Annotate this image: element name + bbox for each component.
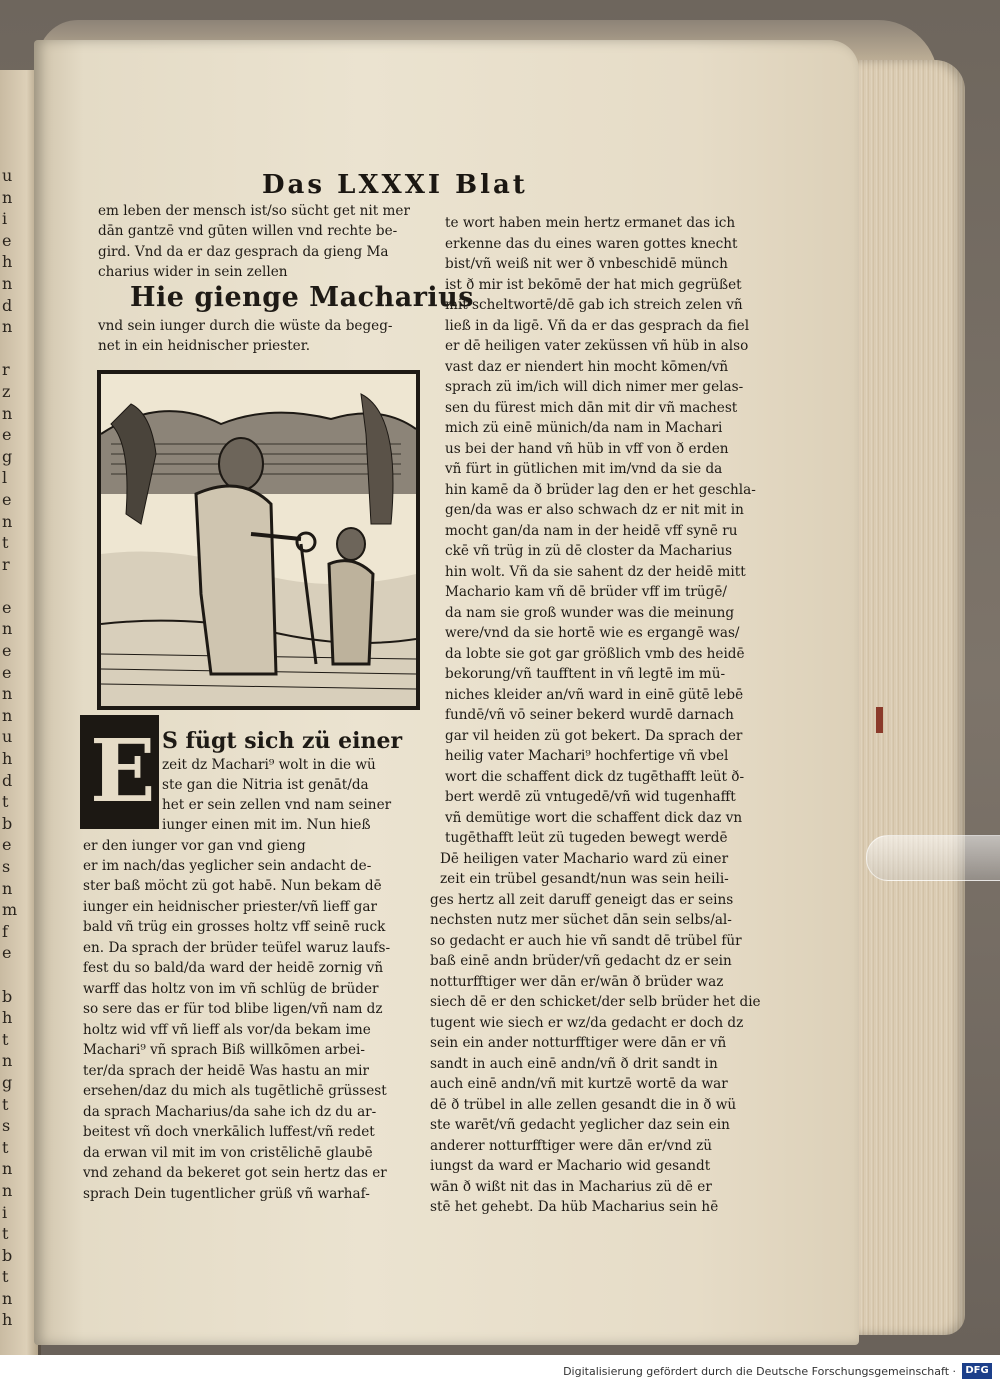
text-line: notturfftiger wer dān er/wān ð brüder waz bbox=[430, 974, 724, 990]
text-line: hin kamē da ð brüder lag den er het geschla- bbox=[445, 482, 756, 498]
text-line: tugent wie siech er wz/da gedacht er doch dz bbox=[430, 1015, 744, 1031]
text-line: iungst da ward er Machario wid gesandt bbox=[430, 1158, 711, 1174]
text-line: sein ein ander notturfftiger were dān er vñ bbox=[430, 1035, 727, 1051]
text-line: er im nach/das yeglicher sein andacht de- bbox=[83, 858, 372, 874]
text-line: sen du fürest mich dān mit dir vñ machest bbox=[445, 400, 738, 416]
page-edges bbox=[850, 60, 965, 1335]
text-line: mocht gan/da nam in der heidē vff synē ru bbox=[445, 523, 738, 539]
text-line: tugēthafft leüt zü tugeden bewegt werdē bbox=[445, 830, 728, 846]
page-header: Das LXXXI Blat bbox=[262, 170, 528, 200]
text-line: ist ð mir ist bekōmē der hat mich gegrüßet bbox=[445, 277, 742, 293]
text-line: niches kleider an/vñ ward in einē gütē lebē bbox=[445, 687, 744, 703]
text-line: bekorung/vñ taufftent in vñ legtē im mü- bbox=[445, 666, 726, 682]
text-line: bald vñ trüg ein grosses holtz vff seinē ruck bbox=[83, 919, 386, 935]
text-line: ste gan die Nitria ist genāt/da bbox=[162, 777, 369, 793]
text-line: dān gantzē vnd gūten willen vnd rechte be- bbox=[98, 223, 398, 239]
text-line: ster baß möcht zü got habē. Nun bekam dē bbox=[83, 878, 382, 894]
text-line: te wort haben mein hertz ermanet das ich bbox=[445, 215, 736, 231]
initial-letter: E bbox=[90, 721, 156, 822]
text-line: vñ fürt in gütlichen mit im/vnd da sie da bbox=[445, 461, 723, 477]
text-line: wort die schaffent dick dz tugēthafft leüt ð- bbox=[445, 769, 745, 785]
text-line: em leben der mensch ist/so sücht get nit mer bbox=[98, 203, 410, 219]
footer-bar bbox=[0, 1355, 1000, 1388]
text-line: vast daz er niendert hin mocht kōmen/vñ bbox=[445, 359, 729, 375]
text-line: zeit ein trübel gesandt/nun was sein heili- bbox=[440, 871, 729, 887]
text-line: het er sein zellen vnd nam seiner bbox=[162, 797, 392, 813]
text-line: gar vil heiden zü got bekert. Da sprach der bbox=[445, 728, 743, 744]
text-line: baß einē andn brüder/vñ gedacht dz er sein bbox=[430, 953, 732, 969]
text-line: da sprach Macharius/da sahe ich dz du ar- bbox=[83, 1104, 377, 1120]
text-line: warff das holtz von im vñ schlüg de brüder bbox=[83, 981, 379, 997]
text-line: so sere das er für tod blibe ligen/vñ nam dz bbox=[83, 1001, 383, 1017]
text-line: iunger ein heidnischer priester/vñ lieff gar bbox=[83, 899, 377, 915]
bookmark-tab bbox=[876, 707, 883, 733]
text-line: gird. Vnd da er daz gesprach da gieng Ma bbox=[98, 244, 389, 260]
text-line: sprach zü im/ich will dich nimer mer gelas- bbox=[445, 379, 744, 395]
chapter-heading: Hie gienge Macharius bbox=[130, 282, 475, 313]
page-holder-clip bbox=[866, 835, 1000, 881]
text-line: ersehen/daz du mich als tugētlichē grüssest bbox=[83, 1083, 387, 1099]
text-line: da nam sie groß wunder was die meinung bbox=[445, 605, 735, 621]
text-line: sandt in auch einē andn/vñ ð drit sandt in bbox=[430, 1056, 718, 1072]
text-line: mit scheltwortē/dē gab ich streich zelen vñ bbox=[445, 297, 743, 313]
text-line: Machari⁹ vñ sprach Biß willkōmen arbei- bbox=[83, 1042, 365, 1058]
text-line: stē het gehebt. Da hüb Macharius sein hē bbox=[430, 1199, 719, 1215]
decorated-initial bbox=[80, 715, 159, 829]
text-line: anderer notturfftiger were dān er/vnd zü bbox=[430, 1138, 713, 1154]
text-line: vnd sein iunger durch die wüste da begeg- bbox=[98, 318, 393, 334]
text-line: er dē heiligen vater zeküssen vñ hüb in also bbox=[445, 338, 749, 354]
text-line: so gedacht er auch hie vñ sandt dē trübel für bbox=[430, 933, 742, 949]
left-page-text: u n i e h n ̄d n r z n e g l e n t r e n e e n n u h d t b e s n m f e b h t n g t s t n n i t b t n h bbox=[2, 166, 18, 1330]
text-line: vnd zehand da bekeret got sein hertz das er bbox=[83, 1165, 387, 1181]
text-line: bist/vñ weiß nit wer ð vnbeschidē münch bbox=[445, 256, 728, 272]
text-line: sprach Dein tugentlicher grüß vñ warhaf- bbox=[83, 1186, 370, 1202]
text-line: net in ein heidnischer priester. bbox=[98, 338, 311, 354]
text-line: hin wolt. Vñ da sie sahent dz der heidē mitt bbox=[445, 564, 746, 580]
text-line: charius wider in sein zellen bbox=[98, 264, 288, 280]
text-line: Dē heiligen vater Machario ward zü einer bbox=[440, 851, 729, 867]
text-line: zeit dz Machari⁹ wolt in die wü bbox=[162, 757, 376, 773]
text-line: fundē/vñ vō seiner bekerd wurdē darnach bbox=[445, 707, 734, 723]
text-line: vñ demütige wort die schaffent dick daz vn bbox=[445, 810, 743, 826]
text-line: ges hertz all zeit daruff geneigt das er seins bbox=[430, 892, 734, 908]
text-line: en. Da sprach der brüder teüfel waruz laufs- bbox=[83, 940, 391, 956]
text-line: mich zü einē münich/da nam in Machari bbox=[445, 420, 723, 436]
text-line: ste warēt/vñ gedacht yeglicher daz sein ein bbox=[430, 1117, 730, 1133]
text-line: nechsten nutz mer süchet dān sein selbs/al- bbox=[430, 912, 732, 928]
text-line: ließ in da ligē. Vñ da er das gesprach da fiel bbox=[445, 318, 750, 334]
text-line: siech dē er den schicket/der selb brüder het die bbox=[430, 994, 761, 1010]
text-line: Machario kam vñ dē brüder vff im trügē/ bbox=[445, 584, 728, 600]
text-line: us bei der hand vñ hüb in vff von ð erden bbox=[445, 441, 729, 457]
text-line: iunger einen mit im. Nun hieß bbox=[162, 817, 371, 833]
text-line: dē ð trübel in alle zellen gesandt die in ð wü bbox=[430, 1097, 737, 1113]
text-line: bert werdē zü vntugedē/vñ wid tugenhafft bbox=[445, 789, 736, 805]
text-line: ckē vñ trüg in zü dē closter da Macharius bbox=[445, 543, 733, 559]
text-line: ter/da sprach der heidē Was hastu an mir bbox=[83, 1063, 369, 1079]
text-line: gen/da was er also schwach dz er nit mit in bbox=[445, 502, 744, 518]
dfg-logo-icon: DFG bbox=[962, 1363, 992, 1379]
text-line: er den iunger vor gan vnd gieng bbox=[83, 838, 306, 854]
text-line: da lobte sie got gar größlich vmb des heidē bbox=[445, 646, 745, 662]
text-line: wān ð wißt nit das in Macharius zü dē er bbox=[430, 1179, 712, 1195]
text-line: were/vnd da sie hortē wie es ergangē was/ bbox=[445, 625, 740, 641]
woodcut-illustration bbox=[97, 370, 420, 710]
text-line: fest du so bald/da ward der heidē zornig vñ bbox=[83, 960, 384, 976]
text-line: heilig vater Machari⁹ hochfertige vñ vbel bbox=[445, 748, 729, 764]
funding-credit: Digitalisierung gefördert durch die Deutsche Forschungsgemeinschaft · bbox=[563, 1365, 956, 1378]
text-line: holtz wid vff vñ lieff als vor/da bekam ime bbox=[83, 1022, 371, 1038]
text-line: da erwan vil mit im von cristēlichē glaubē bbox=[83, 1145, 373, 1161]
text-line: erkenne das du eines waren gottes knecht bbox=[445, 236, 738, 252]
text-line: beitest vñ doch vnerkālich luffest/vñ redet bbox=[83, 1124, 375, 1140]
text-line: S fügt sich zü einer bbox=[162, 728, 403, 754]
text-line: auch einē andn/vñ mit kurtzē wortē da war bbox=[430, 1076, 728, 1092]
